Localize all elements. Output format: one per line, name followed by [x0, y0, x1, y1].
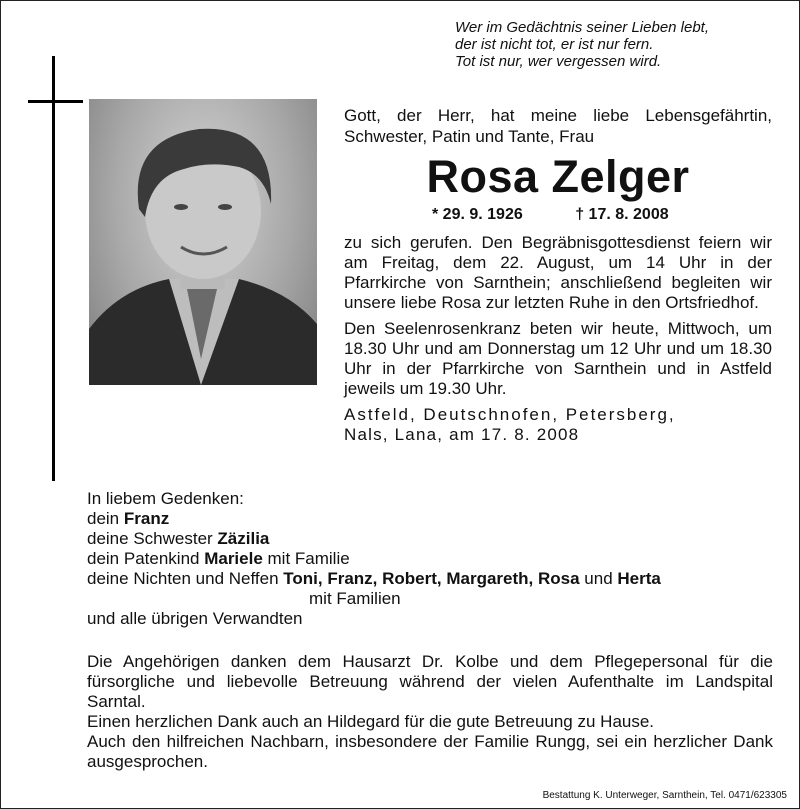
funeral-details: zu sich gerufen. Den Begräbnisgottesdienst feiern wir am Freitag, dem 22. August, um 14 Uhr in der Pfarrkirche von Sarnthein; anschließend begleiten wir unsere liebe Rosa zur letzten Ruhe in den Ortsfriedhof.	[344, 233, 772, 312]
intro-text: Gott, der Herr, hat meine liebe Lebensgefährtin, Schwester, Patin und Tante, Frau	[344, 106, 772, 146]
mourner-line: mit Familien	[309, 589, 401, 608]
birth-date: * 29. 9. 1926	[432, 206, 523, 223]
rosary-details: Den Seelenrosenkranz beten wir heute, Mittwoch, um 18.30 Uhr und am Donnerstag um 12 Uhr und um 18.30 Uhr in der Pfarrkirche von Sarnthein und in Astfeld jeweils um 19.30 Uhr.	[344, 319, 772, 398]
quote-line: der ist nicht tot, er ist nur fern.	[455, 36, 654, 53]
life-dates	[344, 205, 772, 225]
death-date: † 17. 8. 2008	[575, 206, 669, 223]
mourner-name: Toni, Franz, Robert, Margareth, Rosa	[283, 569, 580, 588]
mourner-name: Zäzilia	[217, 529, 270, 548]
thanks-section	[87, 652, 773, 772]
mourners-heading: In liebem Gedenken:	[87, 489, 244, 508]
mourner-line	[87, 549, 777, 569]
funeral-home-credit: Bestattung K. Unterweger, Sarnthein, Tel. 0471/623305	[542, 790, 787, 801]
mourner-relation: deine Nichten und Neffen	[87, 569, 284, 588]
thanks-paragraph: Die Angehörigen danken dem Hausarzt Dr. Kolbe und dem Pflegepersonal für die fürsorgliche und liebevolle Betreuung während der vielen Aufenthalte im Landspital Sarntal.	[87, 652, 773, 711]
place-date-line: Nals, Lana, am 17. 8. 2008	[344, 425, 580, 444]
mourner-line	[87, 529, 777, 549]
portrait-photo	[89, 99, 317, 385]
quote-line: Tot ist nur, wer vergessen wird.	[455, 53, 662, 70]
mourner-line: und alle übrigen Verwandten	[87, 609, 303, 628]
mourner-line	[87, 569, 777, 589]
memorial-quote	[455, 19, 785, 70]
cross-icon	[52, 56, 55, 481]
portrait-illustration	[89, 99, 317, 385]
cross-icon-bar	[28, 100, 83, 103]
mourner-name: Herta	[617, 569, 661, 588]
mourner-name: Mariele	[204, 549, 263, 568]
mourner-conjunction: und	[579, 569, 618, 588]
quote-line: Wer im Gedächtnis seiner Lieben lebt,	[455, 19, 710, 36]
deceased-name: Rosa Zelger	[426, 151, 690, 202]
mourner-line	[87, 509, 777, 529]
place-line: Astfeld, Deutschnofen, Petersberg,	[344, 405, 676, 424]
announcement-block	[344, 105, 772, 445]
mourners-list	[87, 489, 777, 629]
mourner-relation: deine Schwester	[87, 529, 218, 548]
mourner-suffix: mit Familie	[262, 549, 350, 568]
mourner-name: Franz	[123, 509, 170, 528]
thanks-paragraph: Auch den hilfreichen Nachbarn, insbesondere der Familie Rungg, sei ein herzlicher Dank ausgesprochen.	[87, 732, 773, 771]
mourner-relation: dein Patenkind	[87, 549, 205, 568]
thanks-paragraph: Einen herzlichen Dank auch an Hildegard für die gute Betreuung zu Hause.	[87, 712, 655, 731]
mourner-relation: dein	[87, 509, 124, 528]
